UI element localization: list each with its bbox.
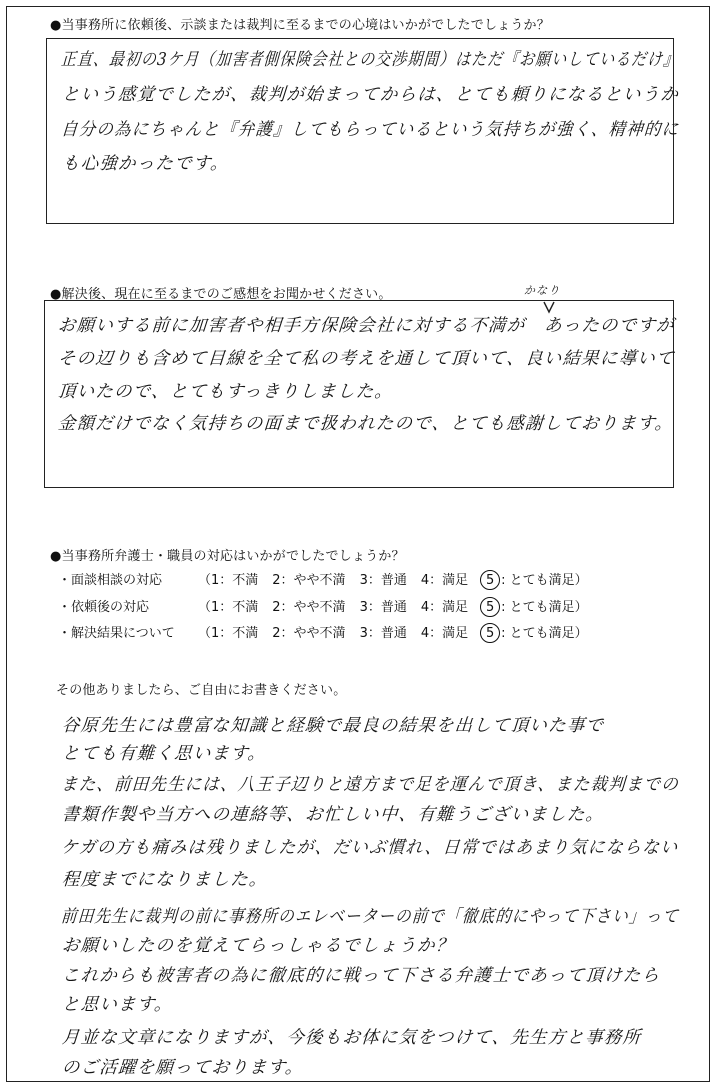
rating-option-1: （1：不満 xyxy=(198,626,259,641)
answer-1-line-2: という感覚でしたが、裁判が始まってからは、とても頼りになるというか xyxy=(61,85,680,105)
rating-option-2: 2：やや不満 xyxy=(272,573,346,588)
question-1-label: ●当事務所に依頼後、示談または裁判に至るまでの心境はいかがでしたでしょうか？ xyxy=(50,18,550,33)
answer-4-line-6: 程度までになりました。 xyxy=(61,870,269,890)
rating-option-5: : とても満足） xyxy=(501,573,588,588)
answer-1-line-4: も心強かったです。 xyxy=(61,154,230,174)
answer-4-line-2: とても有難く思います。 xyxy=(61,744,267,764)
rating-row-consultation xyxy=(58,569,588,590)
answer-1-line-3: 自分の為にちゃんと『弁護』してもらっているという気持ちが強く、精神的に xyxy=(60,120,680,140)
rating-option-1: （1：不満 xyxy=(198,600,259,615)
rating-option-3: 3：普通 xyxy=(359,600,407,615)
rating-option-2: 2：やや不満 xyxy=(272,626,346,641)
rating-option-1: （1：不満 xyxy=(198,573,259,588)
rating-option-5: : とても満足） xyxy=(501,600,588,615)
answer-4-line-10: と思います。 xyxy=(61,995,174,1015)
rating-selected-circle: 5 xyxy=(480,623,500,643)
rating-row-label: ・解決結果について xyxy=(58,626,175,641)
rating-option-4: 4：満足 xyxy=(420,626,469,641)
rating-row-after-request xyxy=(58,596,588,617)
answer-2-line-4: 金額だけでなく気持ちの面まで扱われたので、とても感謝しております。 xyxy=(57,414,674,434)
answer-2-line-1: お願いする前に加害者や相手方保険会社に対する不満が あったのですが xyxy=(57,316,676,336)
answer-4-line-8: お願いしたのを覚えてらっしゃるでしょうか？ xyxy=(61,936,456,956)
rating-option-3: 3：普通 xyxy=(359,573,407,588)
answer-4-line-4: 書類作製や当方への連絡等、お忙しい中、有難うございました。 xyxy=(61,805,605,825)
answer-4-line-3: また、前田先生には、八王子辺りと遠方まで足を運んで頂き、また裁判までの xyxy=(60,775,680,795)
answer-1-line-1: 正直、最初の3ケ月（加害者側保険会社との交渉期間）はただ『お願いしているだけ』 xyxy=(60,50,680,70)
answer-2-line-3: 頂いたので、とてもすっきりしました。 xyxy=(57,382,394,402)
rating-option-4: 4：満足 xyxy=(420,600,469,615)
rating-row-resolution xyxy=(58,622,588,643)
insertion-note: かなり xyxy=(523,284,562,297)
rating-option-4: 4：満足 xyxy=(420,573,469,588)
rating-selected-circle: 5 xyxy=(480,597,500,617)
question-3-label: ●当事務所弁護士・職員の対応はいかがでしたでしょうか？ xyxy=(50,549,405,564)
rating-row-label: ・面談相談の対応 xyxy=(58,573,163,588)
answer-4-line-11: 月並な文章になりますが、今後もお体に気をつけて、先生方と事務所 xyxy=(61,1028,642,1048)
rating-option-3: 3：普通 xyxy=(359,626,407,641)
answer-4-line-7: 前田先生に裁判の前に事務所のエレベーターの前で「徹底的にやって下さい」って xyxy=(60,907,680,927)
answer-4-line-12: のご活躍を願っております。 xyxy=(61,1058,305,1078)
answer-4-line-5: ケガの方も痛みは残りましたが、だいぶ慣れ、日常ではあまり気にならない xyxy=(60,838,680,858)
rating-row-label: ・依頼後の対応 xyxy=(58,600,150,615)
rating-selected-circle: 5 xyxy=(480,570,500,590)
question-2-label: ●解決後、現在に至るまでのご感想をお聞かせください。 xyxy=(50,287,392,302)
answer-4-line-9: これからも被害者の為に徹底的に戦って下さる弁護士であって頂けたら xyxy=(61,966,661,986)
answer-2-line-2: その辺りも含めて目線を全て私の考えを通して頂いて、良い結果に導いて xyxy=(57,349,676,369)
question-4-label: その他ありましたら、ご自由にお書きください。 xyxy=(56,683,347,698)
answer-4-line-1: 谷原先生には豊富な知識と経験で最良の結果を出して頂いた事で xyxy=(61,716,605,736)
rating-option-2: 2：やや不満 xyxy=(272,600,346,615)
rating-option-5: : とても満足） xyxy=(501,626,588,641)
